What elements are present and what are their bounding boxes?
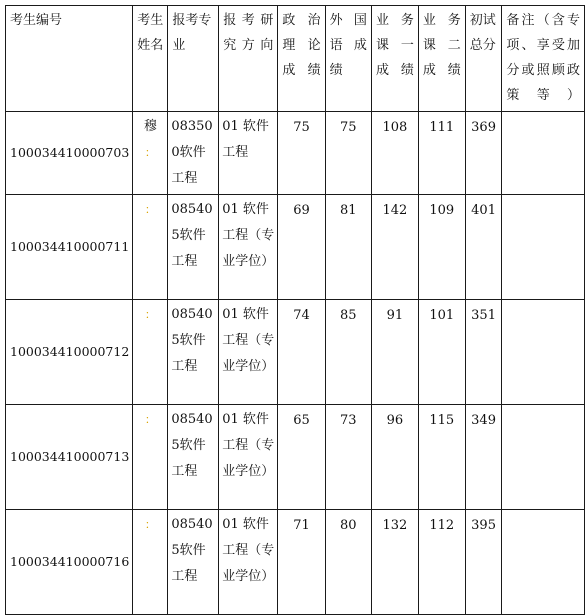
- candidate-id: 100034410000703: [6, 112, 133, 195]
- remarks: [502, 405, 585, 510]
- candidate-id: 100034410000716: [6, 510, 133, 615]
- name-redaction-mark: ：: [144, 413, 156, 426]
- total-score: 369: [465, 112, 502, 195]
- course2-score: 101: [418, 300, 465, 405]
- course2-score: 112: [418, 510, 465, 615]
- course1-score: 96: [371, 405, 418, 510]
- table-row: [6, 405, 585, 510]
- header-id: 考生编号: [6, 6, 133, 112]
- table-row: [6, 195, 585, 300]
- foreign-language-score: 85: [325, 300, 371, 405]
- remarks: [502, 510, 585, 615]
- course2-score: 115: [418, 405, 465, 510]
- remarks: [502, 300, 585, 405]
- total-score: 395: [465, 510, 502, 615]
- politics-score: 74: [278, 300, 325, 405]
- candidate-name: [133, 405, 168, 510]
- politics-score: 69: [278, 195, 325, 300]
- research-direction: 01 软件工程（专业学位）: [219, 195, 278, 300]
- major: 085405软件工程: [168, 405, 219, 510]
- candidate-name: [133, 195, 168, 300]
- name-redaction-mark: ：: [144, 146, 156, 159]
- major: 083500软件工程: [168, 112, 219, 195]
- politics-score: 65: [278, 405, 325, 510]
- major: 085405软件工程: [168, 195, 219, 300]
- total-score: 349: [465, 405, 502, 510]
- course1-score: 91: [371, 300, 418, 405]
- header-name: 考生姓名: [133, 6, 168, 112]
- politics-score: 71: [278, 510, 325, 615]
- remarks: [502, 195, 585, 300]
- header-course2: 业务课二成绩: [418, 6, 465, 112]
- course1-score: 142: [371, 195, 418, 300]
- candidate-id: 100034410000711: [6, 195, 133, 300]
- major: 085405软件工程: [168, 300, 219, 405]
- table-row: [6, 300, 585, 405]
- research-direction: 01 软件工程（专业学位）: [219, 510, 278, 615]
- foreign-language-score: 80: [325, 510, 371, 615]
- header-row: [6, 6, 585, 112]
- header-course1: 业务课一成绩: [371, 6, 418, 112]
- header-politics: 政治理论成绩: [278, 6, 325, 112]
- research-direction: 01 软件工程: [219, 112, 278, 195]
- course1-score: 108: [371, 112, 418, 195]
- politics-score: 75: [278, 112, 325, 195]
- candidate-name: [133, 300, 168, 405]
- major: 085405软件工程: [168, 510, 219, 615]
- candidate-name: [133, 112, 168, 195]
- admission-score-table: [5, 5, 585, 615]
- name-text: 穆: [143, 119, 157, 134]
- foreign-language-score: 81: [325, 195, 371, 300]
- research-direction: 01 软件工程（专业学位）: [219, 405, 278, 510]
- header-major: 报考专业: [168, 6, 219, 112]
- candidate-id: 100034410000712: [6, 300, 133, 405]
- total-score: 351: [465, 300, 502, 405]
- header-foreign: 外国语成绩: [325, 6, 371, 112]
- header-direction: 报考研究方向: [219, 6, 278, 112]
- remarks: [502, 112, 585, 195]
- foreign-language-score: 73: [325, 405, 371, 510]
- candidate-name: [133, 510, 168, 615]
- table-row: [6, 112, 585, 195]
- total-score: 401: [465, 195, 502, 300]
- foreign-language-score: 75: [325, 112, 371, 195]
- table-row: [6, 510, 585, 615]
- course1-score: 132: [371, 510, 418, 615]
- header-remarks: 备注（含专项、享受加分或照顾政策等）: [502, 6, 585, 112]
- name-redaction-mark: ：: [144, 518, 156, 531]
- course2-score: 111: [418, 112, 465, 195]
- header-total: 初试总分: [465, 6, 502, 112]
- course2-score: 109: [418, 195, 465, 300]
- research-direction: 01 软件工程（专业学位）: [219, 300, 278, 405]
- name-redaction-mark: ：: [144, 308, 156, 321]
- candidate-id: 100034410000713: [6, 405, 133, 510]
- name-redaction-mark: ：: [144, 203, 156, 216]
